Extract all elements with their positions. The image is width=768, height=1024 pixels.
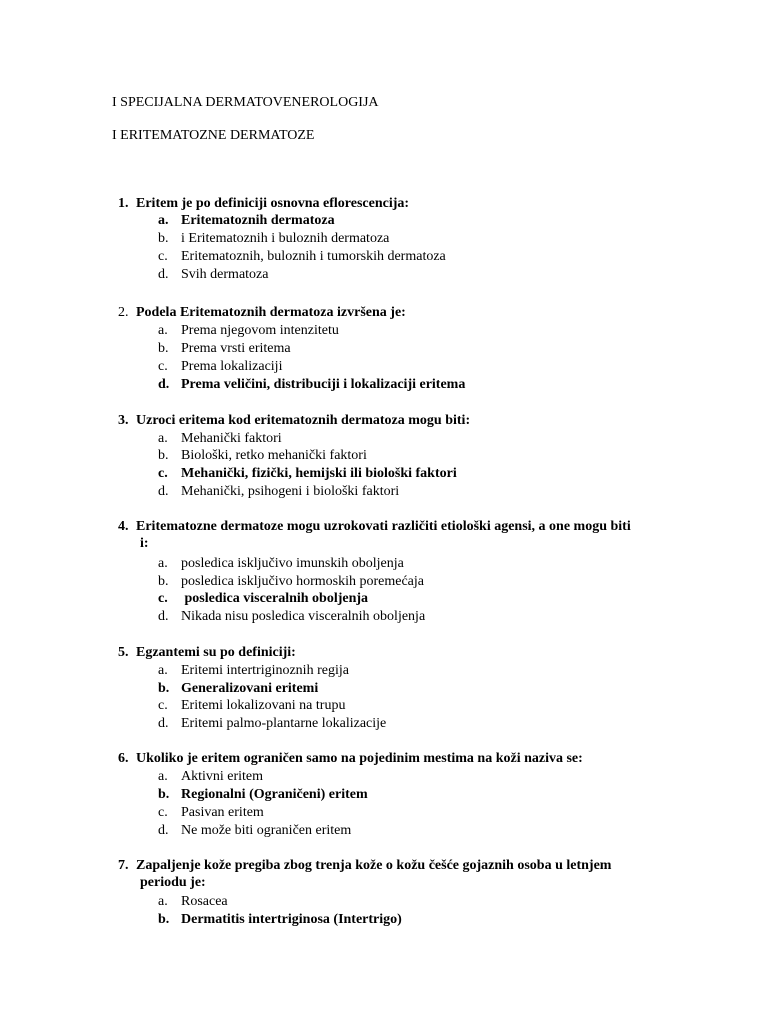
question-number: 6. (118, 751, 129, 766)
question-3 (118, 412, 678, 429)
option-7b (158, 911, 402, 928)
option-text: Nikada nisu posledica visceralnih oboljenja (181, 609, 426, 624)
question-text: Podela Eritematoznih dermatoza izvršena je: (136, 305, 406, 320)
option-letter: d. (158, 609, 169, 624)
option-text: i Eritematoznih i buloznih dermatoza (181, 231, 390, 246)
option-5b (158, 680, 318, 697)
option-letter: d. (158, 716, 169, 731)
section-title: I ERITEMATOZNE DERMATOZE (112, 128, 315, 143)
option-text: Dermatitis intertriginosa (Intertrigo) (181, 912, 402, 927)
option-letter: c. (158, 466, 168, 481)
question-text-continued: i: (140, 536, 149, 551)
option-letter: d. (158, 267, 169, 282)
option-letter: b. (158, 787, 170, 802)
option-1d (158, 266, 268, 283)
option-text: Ne može biti ograničen eritem (181, 823, 352, 838)
option-letter: c. (158, 359, 168, 374)
question-text: Eritem je po definiciji osnovna eflorescencija: (136, 196, 410, 211)
question-number: 4. (118, 519, 129, 534)
option-1c (158, 248, 446, 265)
option-2a (158, 322, 339, 339)
question-number: 1. (118, 196, 129, 211)
question-6 (118, 750, 678, 767)
option-text: Eritemi intertriginoznih regija (181, 663, 349, 678)
option-letter: b. (158, 574, 169, 589)
option-text: Mehanički, fizički, hemijski ili biološki faktori (181, 466, 457, 481)
option-text: Pasivan eritem (181, 805, 264, 820)
option-letter: a. (158, 213, 169, 228)
question-4 (118, 518, 678, 552)
option-letter: b. (158, 341, 169, 356)
option-3d (158, 483, 399, 500)
question-7 (118, 857, 678, 891)
option-5a (158, 662, 349, 679)
question-text: Egzantemi su po definiciji: (136, 645, 296, 660)
option-6b (158, 786, 368, 803)
document-title: I SPECIJALNA DERMATOVENEROLOGIJA (112, 95, 379, 110)
option-text: Eritemi lokalizovani na trupu (181, 698, 346, 713)
option-5c (158, 697, 345, 714)
question-number: 3. (118, 413, 129, 428)
option-3a (158, 430, 282, 447)
option-letter: c. (158, 591, 168, 606)
option-text: Eritematoznih, buloznih i tumorskih dermatoza (181, 249, 446, 264)
option-text: Prema lokalizaciji (181, 359, 283, 374)
option-text: Prema vrsti eritema (181, 341, 291, 356)
option-letter: a. (158, 323, 168, 338)
option-letter: d. (158, 484, 169, 499)
option-3c (158, 465, 457, 482)
option-4d (158, 608, 425, 625)
option-4c (158, 590, 368, 607)
option-letter: d. (158, 823, 169, 838)
option-4a (158, 555, 404, 572)
option-text: Prema njegovom intenzitetu (181, 323, 339, 338)
question-text: Eritematozne dermatoze mogu uzrokovati različiti etiološki agensi, a one mogu biti (136, 519, 631, 534)
option-7a (158, 893, 228, 910)
question-number: 2. (118, 305, 129, 320)
option-text: Eritematoznih dermatoza (181, 213, 335, 228)
question-5 (118, 644, 678, 661)
option-letter: b. (158, 681, 170, 696)
question-number: 5. (118, 645, 129, 660)
option-4b (158, 573, 424, 590)
option-6c (158, 804, 264, 821)
option-text: Prema veličini, distribuciji i lokalizaciji eritema (181, 377, 466, 392)
question-text: Ukoliko je eritem ograničen samo na pojedinim mestima na koži naziva se: (136, 751, 583, 766)
option-letter: b. (158, 231, 169, 246)
option-text: Regionalni (Ograničeni) eritem (181, 787, 368, 802)
option-6a (158, 768, 263, 785)
question-number: 7. (118, 858, 129, 873)
option-text: Mehanički faktori (181, 431, 282, 446)
option-text: Generalizovani eritemi (181, 681, 319, 696)
option-text: posledica visceralnih oboljenja (181, 591, 369, 606)
option-letter: a. (158, 894, 168, 909)
option-text: Aktivni eritem (181, 769, 264, 784)
question-1 (118, 195, 678, 212)
question-2 (118, 304, 678, 321)
question-text-continued: periodu je: (140, 875, 206, 890)
option-6d (158, 822, 351, 839)
option-1b (158, 230, 389, 247)
option-text: Biološki, retko mehanički faktori (181, 448, 367, 463)
option-letter: c. (158, 698, 168, 713)
option-2b (158, 340, 291, 357)
option-text: posledica isključivo hormoskih poremećaja (181, 574, 424, 589)
option-text: Mehanički, psihogeni i biološki faktori (181, 484, 400, 499)
option-5d (158, 715, 386, 732)
question-text: Uzroci eritema kod eritematoznih dermatoza mogu biti: (136, 413, 471, 428)
option-letter: b. (158, 912, 170, 927)
option-text: Eritemi palmo-plantarne lokalizacije (181, 716, 387, 731)
option-letter: a. (158, 769, 168, 784)
option-letter: d. (158, 377, 170, 392)
option-1a (158, 212, 335, 229)
question-text: Zapaljenje kože pregiba zbog trenja kože o kožu češće gojaznih osoba u letnjem (136, 858, 612, 873)
option-letter: c. (158, 805, 168, 820)
option-letter: c. (158, 249, 168, 264)
option-letter: a. (158, 431, 168, 446)
option-text: Svih dermatoza (181, 267, 269, 282)
option-letter: a. (158, 556, 168, 571)
option-text: Rosacea (181, 894, 228, 909)
option-letter: b. (158, 448, 169, 463)
option-2c (158, 358, 282, 375)
option-text: posledica isključivo imunskih oboljenja (181, 556, 404, 571)
option-2d (158, 376, 465, 393)
option-letter: a. (158, 663, 168, 678)
option-3b (158, 447, 367, 464)
